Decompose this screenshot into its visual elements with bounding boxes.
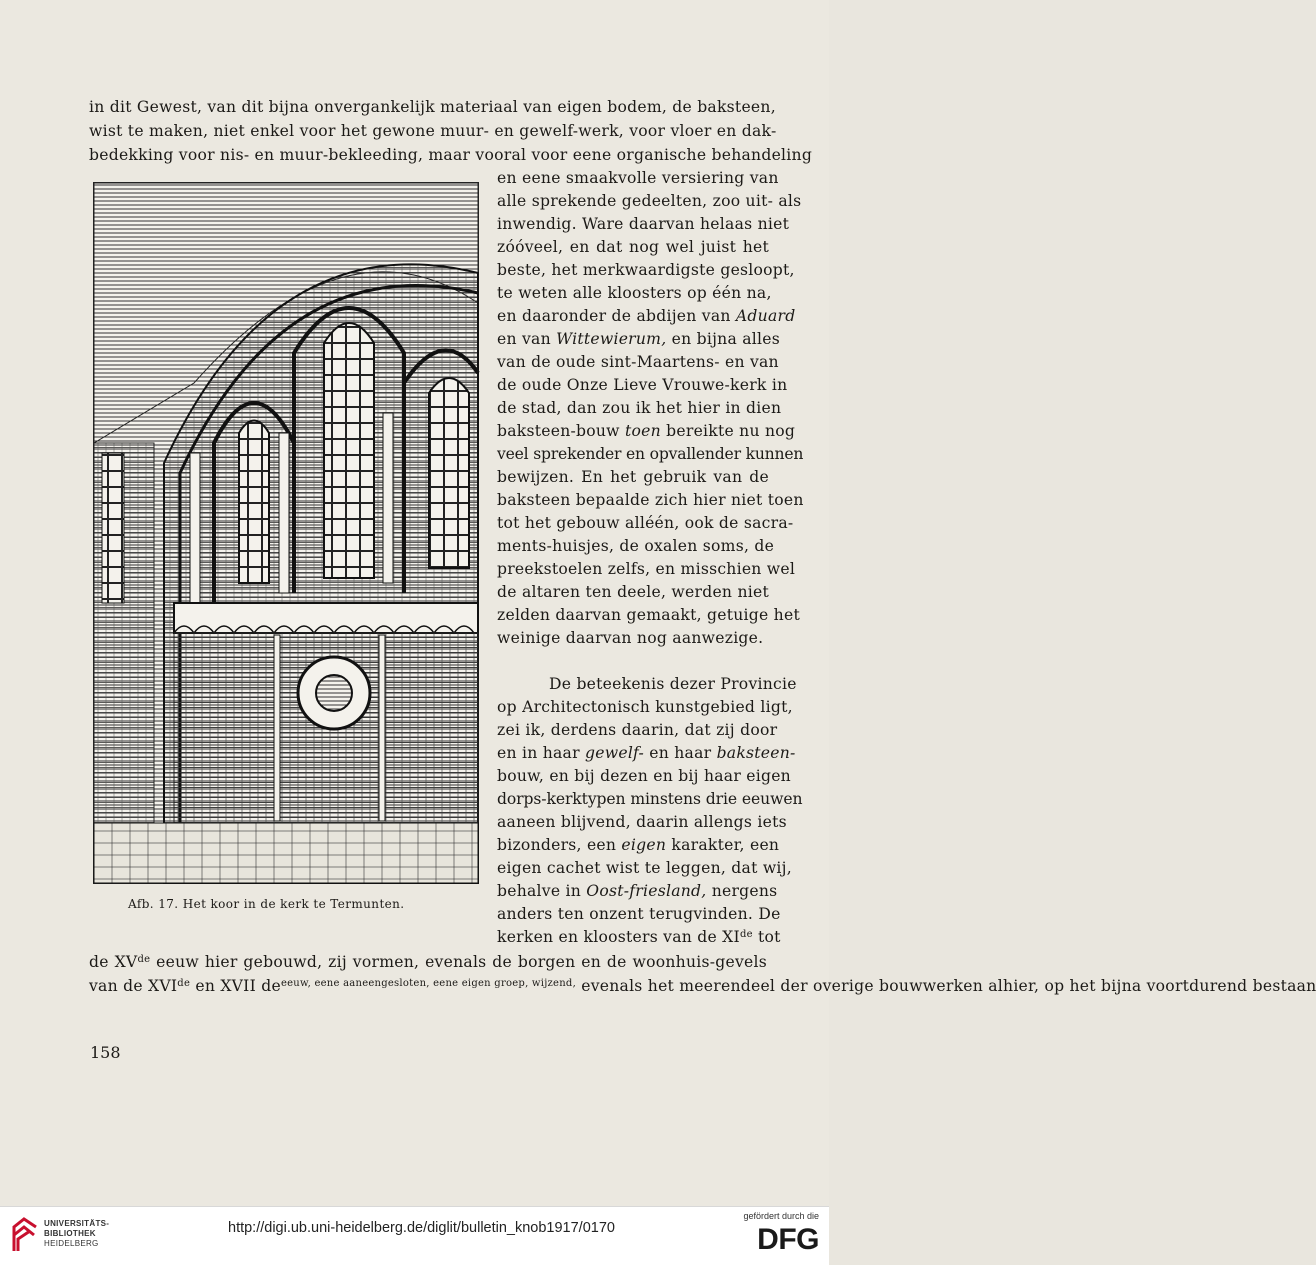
superscript: de (137, 954, 151, 965)
text-segment: evenals het meerendeel der overige bouwwerken alhier, op het bijna voortdurend bestaan (581, 977, 1316, 995)
text-segment: tot (758, 928, 781, 946)
italic-place-name: Oost-friesland, (586, 882, 707, 900)
text-line (497, 835, 780, 855)
text-segment: de XV (89, 953, 138, 971)
text-line: te weten alle kloosters op één na, (497, 284, 772, 302)
figure-caption: Afb. 17. Het koor in de kerk te Termunten. (128, 897, 405, 911)
text-line: de oude Onze Lieve Vrouwe-kerk in (497, 376, 788, 394)
text-line (497, 927, 781, 947)
library-name-line: UNIVERSITÄTS- (44, 1219, 110, 1228)
text-line: bedekking voor nis- en muur-bekleeding, maar vooral voor eene organische behandeling (89, 146, 813, 164)
text-line: de altaren ten deele, werden niet (497, 583, 769, 601)
text-line: De beteekenis dezer Provincie (549, 675, 797, 693)
page-url-link[interactable]: http://digi.ub.uni-heidelberg.de/diglit/bulletin_knob1917/0170 (228, 1220, 615, 1236)
text-segment: baksteen-bouw (497, 422, 620, 440)
text-segment: en in haar (497, 744, 580, 762)
text-segment: en van (497, 330, 551, 348)
text-line: wist te maken, niet enkel voor het gewone muur- en gewelf-werk, voor vloer en dak- (89, 122, 777, 140)
text-line: alle sprekende gedeelten, zoo uit- als (497, 192, 802, 210)
text-segment: bereikte nu nog (666, 422, 796, 440)
italic-word: eigen (621, 836, 667, 854)
text-line: en eene smaakvolle versiering van (497, 169, 779, 187)
engraving-drawing (94, 183, 478, 883)
text-segment: en XVII (195, 977, 257, 995)
text-line: zei ik, derdens daarin, dat zij door (497, 721, 778, 739)
superscript: de (739, 929, 753, 940)
text-line: dorps-kerktypen minstens drie eeuwen (497, 790, 803, 808)
text-segment: eeuw hier gebouwd, zij vormen, evenals de borgen en de woonhuis-gevels (156, 953, 767, 971)
italic-word: gewelf- (585, 744, 645, 762)
text-line: anders ten onzent terugvinden. De (497, 905, 781, 923)
library-name-line: HEIDELBERG (44, 1239, 99, 1248)
library-name-line: BIBLIOTHEK (44, 1229, 96, 1238)
text-segment: en bijna alles (671, 330, 780, 348)
italic-place-name: Aduard (735, 307, 796, 325)
university-logo-icon[interactable] (10, 1215, 40, 1255)
text-line: tot het gebouw alléén, ook de sacra- (497, 514, 794, 532)
page-number: 158 (90, 1043, 121, 1062)
italic-word: toen (625, 422, 661, 440)
superscript: de (177, 978, 191, 989)
text-line: inwendig. Ware daarvan helaas niet (497, 215, 790, 233)
text-line: preekstoelen zelfs, en misschien wel (497, 560, 796, 578)
text-segment: bizonders, een (497, 836, 617, 854)
text-line: zóóveel, en dat nog wel juist het (497, 238, 769, 256)
text-line (497, 329, 780, 349)
text-line (497, 881, 778, 901)
text-line: de stad, dan zou ik het hier in dien (497, 399, 782, 417)
text-segment: de (261, 977, 281, 995)
text-line: op Architectonisch kunstgebied ligt, (497, 698, 793, 716)
italic-place-name: Wittewierum, (556, 330, 667, 348)
text-segment: behalve in (497, 882, 582, 900)
viewer-footer (0, 1206, 829, 1265)
text-line: veel sprekender en opvallender kunnen (497, 445, 804, 463)
text-line: eigen cachet wist te leggen, dat wij, (497, 859, 792, 877)
text-line: beste, het merkwaardigste gesloopt, (497, 261, 795, 279)
text-line (89, 952, 767, 972)
text-line: baksteen bepaalde zich hier niet toen (497, 491, 804, 509)
text-segment: nergens (711, 882, 778, 900)
text-line (497, 421, 796, 441)
italic-word: baksteen- (716, 744, 796, 762)
text-line (89, 976, 1316, 996)
text-segment: en daaronder de abdijen van (497, 307, 731, 325)
text-line: in dit Gewest, van dit bijna onvergankelijk materiaal van eigen bodem, de baksteen, (89, 98, 776, 116)
text-line: bouw, en bij dezen en bij haar eigen (497, 767, 791, 785)
church-choir-illustration (93, 182, 479, 884)
superscript: eeuw, eene aaneengesloten, eene eigen groep, wijzend, (280, 978, 576, 989)
text-line (497, 743, 796, 763)
text-line: bewijzen. En het gebruik van de (497, 468, 769, 486)
text-segment: en haar (649, 744, 712, 762)
library-name (44, 1219, 109, 1249)
text-segment: van de XVI (89, 977, 178, 995)
funding-note: gefördert durch die (743, 1211, 819, 1221)
text-line: van de oude sint-Maartens- en van (497, 353, 779, 371)
text-line: ments-huisjes, de oxalen soms, de (497, 537, 775, 555)
text-segment: karakter, een (671, 836, 780, 854)
text-line (497, 306, 796, 326)
text-line: zelden daarvan gemaakt, getuige het (497, 606, 800, 624)
text-segment: kerken en kloosters van de XI (497, 928, 740, 946)
text-line: weinige daarvan nog aanwezige. (497, 629, 764, 647)
dfg-logo[interactable]: DFG (757, 1223, 819, 1256)
text-line: aaneen blijvend, daarin allengs iets (497, 813, 787, 831)
